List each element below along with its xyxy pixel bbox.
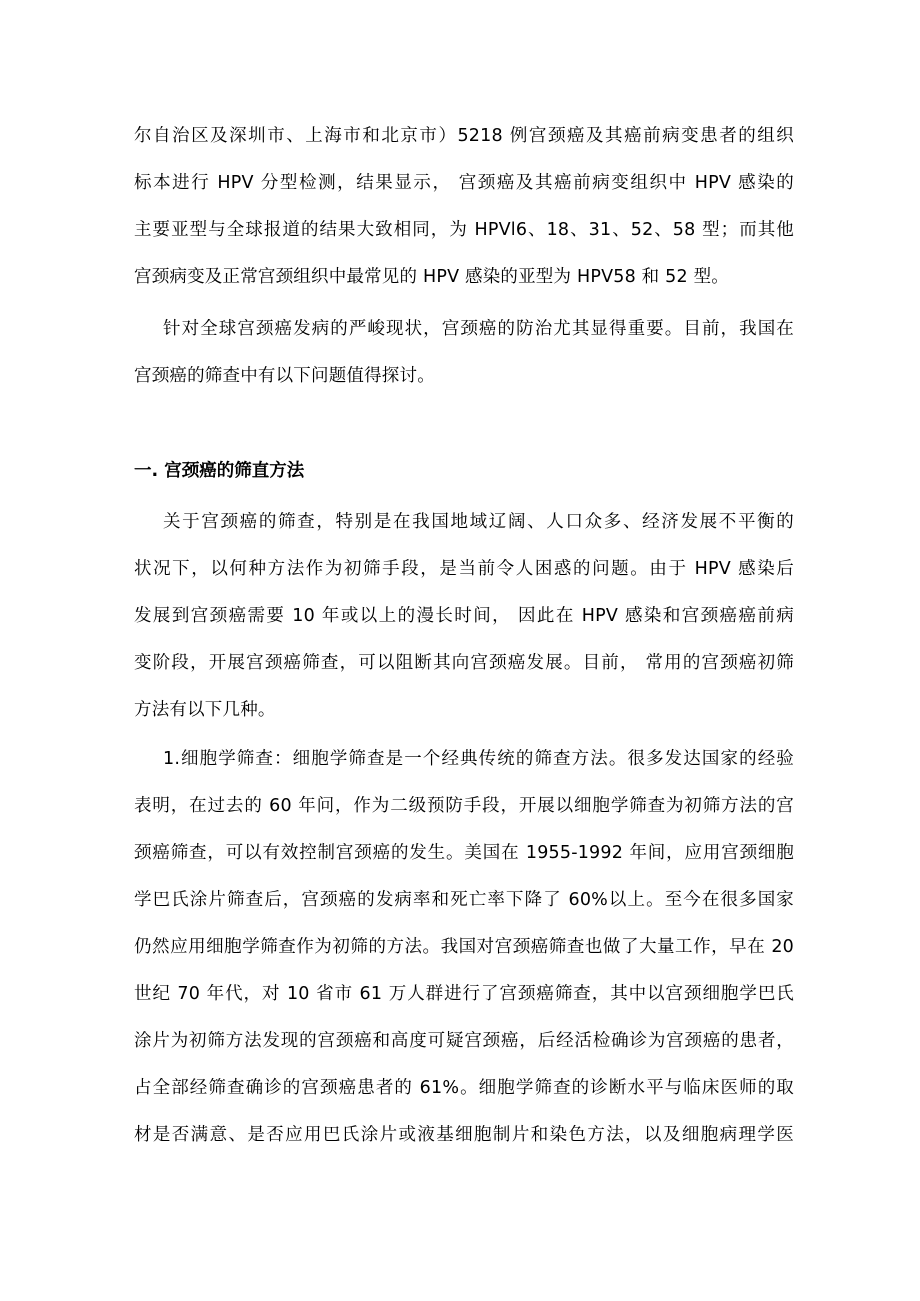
paragraph-4-line-2: 表明，在过去的 60 年问，作为二级预防手段，开展以细胞学筛查为初筛方法的宫 bbox=[134, 796, 794, 816]
paragraph-3-line-1: 关于宫颈癌的筛查，特别是在我国地域辽阔、人口众多、经济发展不平衡的 bbox=[163, 512, 794, 532]
paragraph-1-line-2: 标本进行 HPV 分型检测，结果显示， 宫颈癌及其癌前病变组织中 HPV 感染的 bbox=[134, 173, 794, 193]
paragraph-1-line-1: 尔自治区及深圳市、上海市和北京市）5218 例宫颈癌及其癌前病变患者的组织 bbox=[134, 126, 794, 146]
paragraph-1-line-3: 主要亚型与全球报道的结果大致相同，为 HPVl6、18、31、52、58 型；而其他 bbox=[134, 220, 794, 240]
paragraph-3-line-3: 发展到宫颈癌需要 10 年或以上的漫长时间， 因此在 HPV 感染和宫颈癌癌前病 bbox=[134, 606, 794, 626]
paragraph-3-line-4: 变阶段，开展宫颈癌筛查，可以阻断其向宫颈癌发展。目前， 常用的宫颈癌初筛 bbox=[134, 653, 794, 673]
paragraph-4-line-7: 涂片为初筛方法发现的宫颈癌和高度可疑宫颈癌，后经活检确诊为宫颈癌的患者， bbox=[134, 1031, 794, 1051]
paragraph-1-line-4: 宫颈病变及正常宫颈组织中最常见的 HPV 感染的亚型为 HPV58 和 52 型。 bbox=[134, 267, 729, 287]
paragraph-4-line-1: 1.细胞学筛查：细胞学筛查是一个经典传统的筛查方法。很多发达国家的经验 bbox=[163, 749, 794, 769]
paragraph-4-line-3: 颈癌筛查，可以有效控制宫颈癌的发生。美国在 1955-1992 年间，应用宫颈细胞 bbox=[134, 843, 794, 863]
paragraph-3-line-2: 状况下，以何种方法作为初筛手段，是当前令人困惑的问题。由于 HPV 感染后 bbox=[134, 559, 794, 579]
section-heading: 一. 宫颈癌的筛直方法 bbox=[134, 461, 305, 481]
paragraph-4-line-4: 学巴氏涂片筛查后，宫颈癌的发病率和死亡率下降了 60%以上。至今在很多国家 bbox=[134, 890, 794, 910]
paragraph-2-line-2: 宫颈癌的筛查中有以下问题值得探讨。 bbox=[134, 366, 435, 386]
paragraph-2-line-1: 针对全球宫颈癌发病的严峻现状，宫颈癌的防治尤其显得重要。目前，我国在 bbox=[163, 319, 794, 339]
paragraph-4-line-9: 材是否满意、是否应用巴氏涂片或液基细胞制片和染色方法，以及细胞病理学医 bbox=[134, 1125, 794, 1145]
paragraph-4-line-6: 世纪 70 年代，对 10 省市 61 万人群进行了宫颈癌筛查，其中以宫颈细胞学巴氏 bbox=[134, 984, 794, 1004]
paragraph-4-line-5: 仍然应用细胞学筛查作为初筛的方法。我国对宫颈癌筛查也做了大量工作，早在 20 bbox=[134, 937, 794, 957]
paragraph-4-line-8: 占全部经筛查确诊的宫颈癌患者的 61%。细胞学筛查的诊断水平与临床医师的取 bbox=[134, 1078, 794, 1098]
paragraph-3-line-5: 方法有以下几种。 bbox=[134, 700, 276, 720]
